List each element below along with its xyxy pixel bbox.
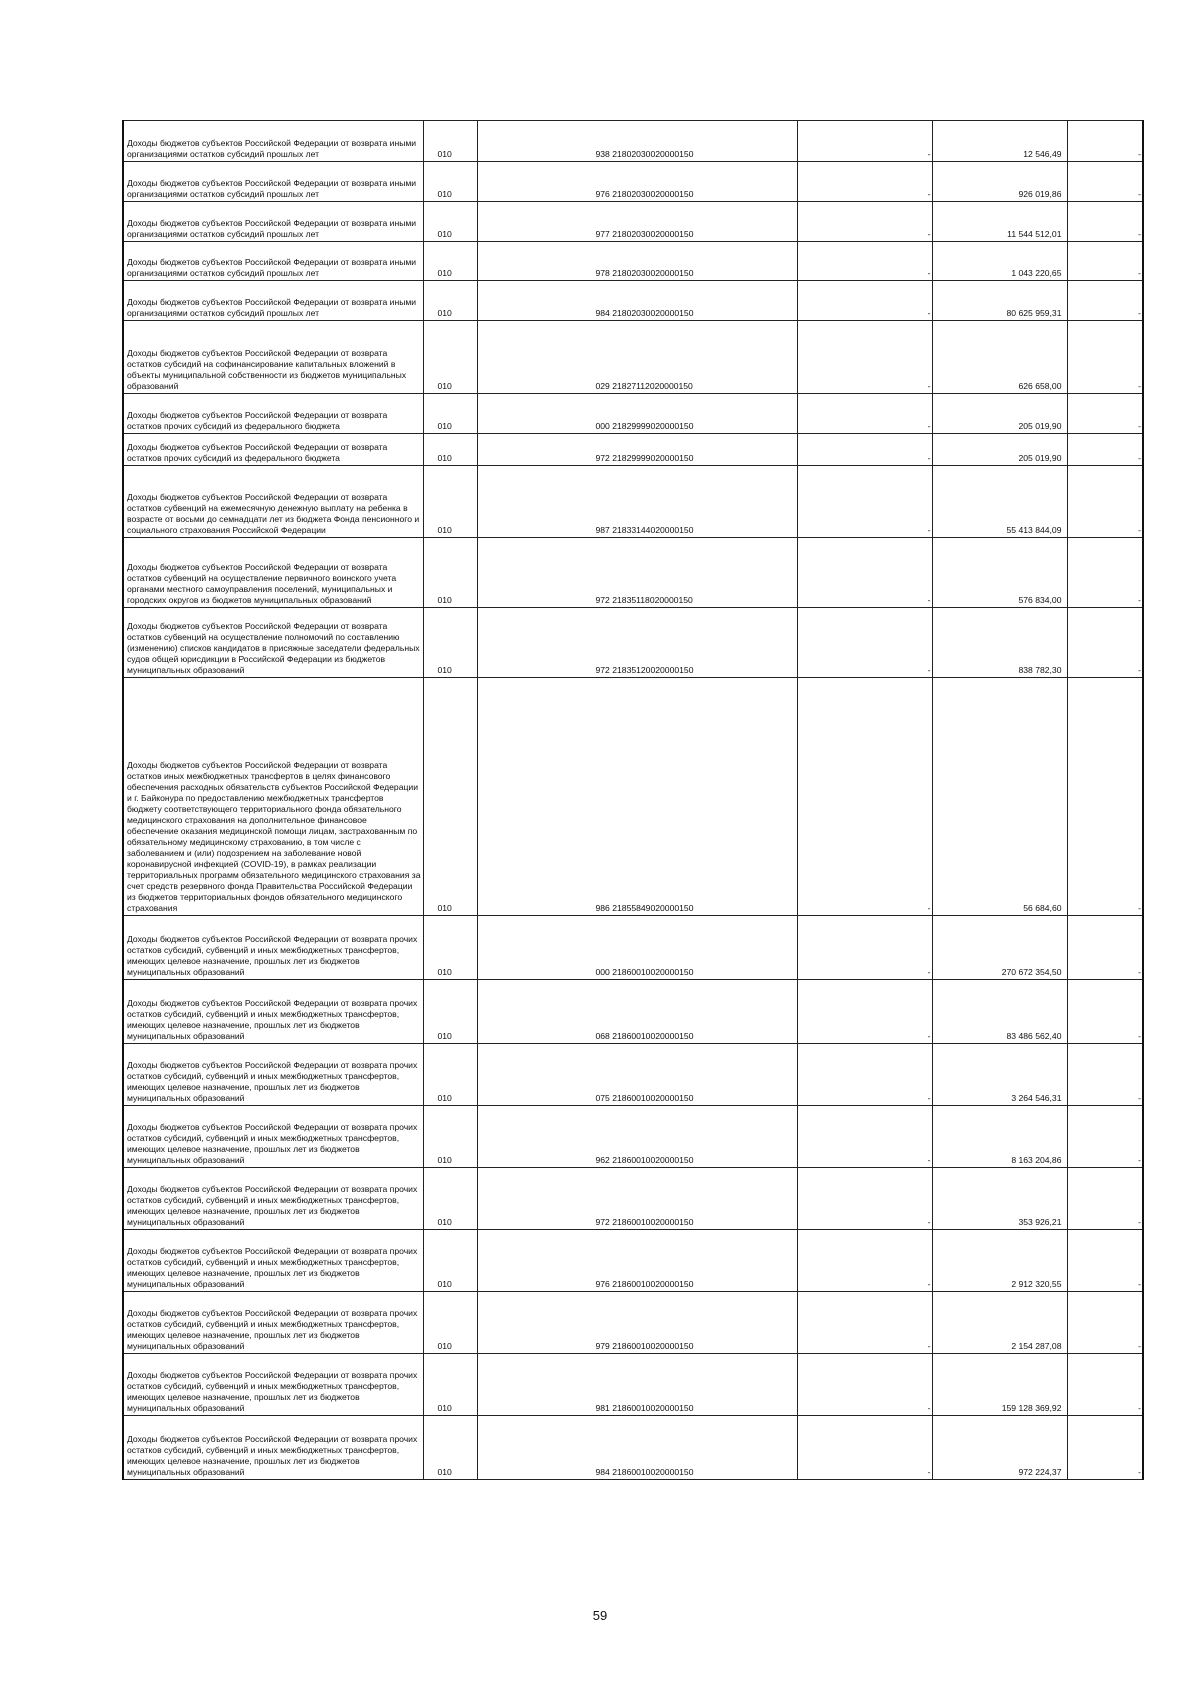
table-row (123, 1292, 1143, 1354)
cell-exec: 3 264 546,31 (932, 1044, 1067, 1106)
report-table-body (123, 121, 1143, 1480)
cell-exec: 353 926,21 (932, 1168, 1067, 1230)
cell-rest: - (1067, 1416, 1143, 1480)
cell-kbk: 000 21860010020000150 (477, 916, 797, 980)
cell-exec: 2 912 320,55 (932, 1230, 1067, 1292)
cell-plan: - (797, 434, 932, 466)
page-number: 59 (592, 1608, 608, 1623)
cell-kbk: 938 21802030020000150 (477, 121, 797, 162)
table-row (123, 1106, 1143, 1168)
cell-code: 010 (423, 466, 477, 538)
cell-code: 010 (423, 202, 477, 242)
cell-kbk: 984 21860010020000150 (477, 1416, 797, 1480)
table-row (123, 1416, 1143, 1480)
cell-kbk: 972 21860010020000150 (477, 1168, 797, 1230)
cell-desc: Доходы бюджетов субъектов Российской Федерации от возврата остатков прочих субсидий из федерального бюджета (123, 394, 423, 434)
cell-kbk: 981 21860010020000150 (477, 1354, 797, 1416)
cell-code: 010 (423, 121, 477, 162)
cell-kbk: 987 21833144020000150 (477, 466, 797, 538)
cell-plan: - (797, 1416, 932, 1480)
cell-rest: - (1067, 281, 1143, 321)
cell-kbk: 986 21855849020000150 (477, 678, 797, 916)
table-row (123, 678, 1143, 916)
cell-code: 010 (423, 434, 477, 466)
cell-rest: - (1067, 608, 1143, 678)
cell-plan: - (797, 1230, 932, 1292)
cell-desc: Доходы бюджетов субъектов Российской Федерации от возврата иными организациями остатков субсидий прошлых лет (123, 202, 423, 242)
cell-plan: - (797, 1106, 932, 1168)
cell-exec: 80 625 959,31 (932, 281, 1067, 321)
cell-kbk: 972 21835118020000150 (477, 538, 797, 608)
cell-plan: - (797, 1168, 932, 1230)
table-row (123, 916, 1143, 980)
cell-desc: Доходы бюджетов субъектов Российской Федерации от возврата прочих остатков субсидий, субвенций и иных межбюджетных трансфертов, имеющих целевое назначение, прошлых лет из бюджетов муниципальных образований (123, 916, 423, 980)
cell-code: 010 (423, 321, 477, 394)
cell-kbk: 977 21802030020000150 (477, 202, 797, 242)
cell-code: 010 (423, 242, 477, 281)
cell-desc: Доходы бюджетов субъектов Российской Федерации от возврата иными организациями остатков субсидий прошлых лет (123, 242, 423, 281)
cell-rest: - (1067, 121, 1143, 162)
income-report-table (122, 120, 1144, 1480)
table-row (123, 1168, 1143, 1230)
cell-plan: - (797, 162, 932, 202)
cell-code: 010 (423, 1106, 477, 1168)
cell-kbk: 000 21829999020000150 (477, 394, 797, 434)
cell-plan: - (797, 1044, 932, 1106)
cell-rest: - (1067, 394, 1143, 434)
cell-kbk: 962 21860010020000150 (477, 1106, 797, 1168)
cell-code: 010 (423, 162, 477, 202)
table-row (123, 1230, 1143, 1292)
cell-kbk: 068 21860010020000150 (477, 980, 797, 1044)
cell-code: 010 (423, 1230, 477, 1292)
cell-plan: - (797, 321, 932, 394)
cell-exec: 55 413 844,09 (932, 466, 1067, 538)
cell-exec: 83 486 562,40 (932, 980, 1067, 1044)
cell-desc: Доходы бюджетов субъектов Российской Федерации от возврата прочих остатков субсидий, субвенций и иных межбюджетных трансфертов, имеющих целевое назначение, прошлых лет из бюджетов муниципальных образований (123, 1292, 423, 1354)
cell-desc: Доходы бюджетов субъектов Российской Федерации от возврата прочих остатков субсидий, субвенций и иных межбюджетных трансфертов, имеющих целевое назначение, прошлых лет из бюджетов муниципальных образований (123, 1416, 423, 1480)
cell-kbk: 972 21829999020000150 (477, 434, 797, 466)
cell-kbk: 972 21835120020000150 (477, 608, 797, 678)
cell-code: 010 (423, 538, 477, 608)
cell-exec: 8 163 204,86 (932, 1106, 1067, 1168)
cell-plan: - (797, 916, 932, 980)
cell-desc: Доходы бюджетов субъектов Российской Федерации от возврата остатков субвенций на осуществление первичного воинского учета органами местного самоуправления поселений, муниципальных и городских округов из бюджетов муниципальных образований (123, 538, 423, 608)
cell-plan: - (797, 538, 932, 608)
cell-plan: - (797, 242, 932, 281)
cell-exec: 972 224,37 (932, 1416, 1067, 1480)
cell-rest: - (1067, 1044, 1143, 1106)
cell-exec: 12 546,49 (932, 121, 1067, 162)
table-row (123, 1354, 1143, 1416)
cell-rest: - (1067, 242, 1143, 281)
cell-exec: 838 782,30 (932, 608, 1067, 678)
cell-plan: - (797, 1292, 932, 1354)
cell-rest: - (1067, 678, 1143, 916)
cell-rest: - (1067, 466, 1143, 538)
cell-code: 010 (423, 980, 477, 1044)
table-row (123, 121, 1143, 162)
cell-exec: 56 684,60 (932, 678, 1067, 916)
table-row (123, 321, 1143, 394)
cell-kbk: 978 21802030020000150 (477, 242, 797, 281)
table-row (123, 394, 1143, 434)
cell-code: 010 (423, 1354, 477, 1416)
cell-rest: - (1067, 1292, 1143, 1354)
cell-desc: Доходы бюджетов субъектов Российской Федерации от возврата иными организациями остатков субсидий прошлых лет (123, 281, 423, 321)
cell-desc: Доходы бюджетов субъектов Российской Федерации от возврата прочих остатков субсидий, субвенций и иных межбюджетных трансфертов, имеющих целевое назначение, прошлых лет из бюджетов муниципальных образований (123, 1106, 423, 1168)
cell-exec: 270 672 354,50 (932, 916, 1067, 980)
table-row (123, 162, 1143, 202)
cell-code: 010 (423, 281, 477, 321)
cell-exec: 576 834,00 (932, 538, 1067, 608)
cell-desc: Доходы бюджетов субъектов Российской Федерации от возврата остатков субсидий на софинансирование капитальных вложений в объекты муниципальной собственности из бюджетов муниципальных образований (123, 321, 423, 394)
cell-rest: - (1067, 916, 1143, 980)
cell-desc: Доходы бюджетов субъектов Российской Федерации от возврата прочих остатков субсидий, субвенций и иных межбюджетных трансфертов, имеющих целевое назначение, прошлых лет из бюджетов муниципальных образований (123, 980, 423, 1044)
cell-code: 010 (423, 608, 477, 678)
cell-rest: - (1067, 1168, 1143, 1230)
cell-rest: - (1067, 1230, 1143, 1292)
cell-kbk: 979 21860010020000150 (477, 1292, 797, 1354)
table-row (123, 242, 1143, 281)
table-row (123, 608, 1143, 678)
table-row (123, 980, 1143, 1044)
cell-plan: - (797, 608, 932, 678)
table-row (123, 434, 1143, 466)
cell-code: 010 (423, 916, 477, 980)
cell-exec: 626 658,00 (932, 321, 1067, 394)
cell-kbk: 976 21802030020000150 (477, 162, 797, 202)
cell-kbk: 976 21860010020000150 (477, 1230, 797, 1292)
cell-exec: 205 019,90 (932, 394, 1067, 434)
cell-plan: - (797, 121, 932, 162)
cell-rest: - (1067, 434, 1143, 466)
table-row (123, 281, 1143, 321)
cell-kbk: 075 21860010020000150 (477, 1044, 797, 1106)
cell-exec: 1 043 220,65 (932, 242, 1067, 281)
table-row (123, 466, 1143, 538)
cell-rest: - (1067, 538, 1143, 608)
cell-desc: Доходы бюджетов субъектов Российской Федерации от возврата прочих остатков субсидий, субвенций и иных межбюджетных трансфертов, имеющих целевое назначение, прошлых лет из бюджетов муниципальных образований (123, 1354, 423, 1416)
table-row (123, 538, 1143, 608)
cell-code: 010 (423, 1044, 477, 1106)
cell-desc: Доходы бюджетов субъектов Российской Федерации от возврата остатков субвенций на ежемесячную денежную выплату на ребенка в возрасте от восьми до семнадцати лет из бюджета Фонда пенсионного и социального страхования Российской Федерации (123, 466, 423, 538)
cell-plan: - (797, 678, 932, 916)
cell-rest: - (1067, 1106, 1143, 1168)
cell-exec: 926 019,86 (932, 162, 1067, 202)
cell-desc: Доходы бюджетов субъектов Российской Федерации от возврата остатков прочих субсидий из федерального бюджета (123, 434, 423, 466)
table-row (123, 1044, 1143, 1106)
cell-kbk: 984 21802030020000150 (477, 281, 797, 321)
cell-kbk: 029 21827112020000150 (477, 321, 797, 394)
cell-plan: - (797, 466, 932, 538)
cell-code: 010 (423, 1168, 477, 1230)
cell-desc: Доходы бюджетов субъектов Российской Федерации от возврата иными организациями остатков субсидий прошлых лет (123, 162, 423, 202)
cell-code: 010 (423, 1292, 477, 1354)
cell-desc: Доходы бюджетов субъектов Российской Федерации от возврата остатков иных межбюджетных трансфертов в целях финансового обеспечения расходных обязательств субъектов Российской Федерации и г. Байконура по предоставлению межбюджетных трансфертов бюджету соответствующего территориального фонда обязательного медицинского страхования на дополнительное финансовое обеспечение оказания медицинской помощи лицам, застрахованным по обязательному медицинскому страхованию, в том числе с заболеванием и (или) подозрением на заболевание новой коронавирусной инфекцией (COVID-19), в рамках реализации территориальных программ обязательного медицинского страхования за счет средств резервного фонда Правительства Российской Федерации из бюджетов территориальных фондов обязательного медицинского страхования (123, 678, 423, 916)
cell-plan: - (797, 202, 932, 242)
cell-plan: - (797, 980, 932, 1044)
cell-exec: 11 544 512,01 (932, 202, 1067, 242)
cell-desc: Доходы бюджетов субъектов Российской Федерации от возврата прочих остатков субсидий, субвенций и иных межбюджетных трансфертов, имеющих целевое назначение, прошлых лет из бюджетов муниципальных образований (123, 1044, 423, 1106)
cell-rest: - (1067, 1354, 1143, 1416)
cell-plan: - (797, 281, 932, 321)
cell-code: 010 (423, 394, 477, 434)
cell-code: 010 (423, 1416, 477, 1480)
table-row (123, 202, 1143, 242)
cell-rest: - (1067, 980, 1143, 1044)
cell-exec: 205 019,90 (932, 434, 1067, 466)
cell-rest: - (1067, 162, 1143, 202)
cell-rest: - (1067, 321, 1143, 394)
cell-code: 010 (423, 678, 477, 916)
cell-plan: - (797, 1354, 932, 1416)
cell-desc: Доходы бюджетов субъектов Российской Федерации от возврата прочих остатков субсидий, субвенций и иных межбюджетных трансфертов, имеющих целевое назначение, прошлых лет из бюджетов муниципальных образований (123, 1230, 423, 1292)
cell-desc: Доходы бюджетов субъектов Российской Федерации от возврата иными организациями остатков субсидий прошлых лет (123, 121, 423, 162)
cell-plan: - (797, 394, 932, 434)
cell-rest: - (1067, 202, 1143, 242)
cell-exec: 159 128 369,92 (932, 1354, 1067, 1416)
cell-exec: 2 154 287,08 (932, 1292, 1067, 1354)
cell-desc: Доходы бюджетов субъектов Российской Федерации от возврата остатков субвенций на осуществление полномочий по составлению (изменению) списков кандидатов в присяжные заседатели федеральных судов общей юрисдикции в Российской Федерации из бюджетов муниципальных образований (123, 608, 423, 678)
cell-desc: Доходы бюджетов субъектов Российской Федерации от возврата прочих остатков субсидий, субвенций и иных межбюджетных трансфертов, имеющих целевое назначение, прошлых лет из бюджетов муниципальных образований (123, 1168, 423, 1230)
